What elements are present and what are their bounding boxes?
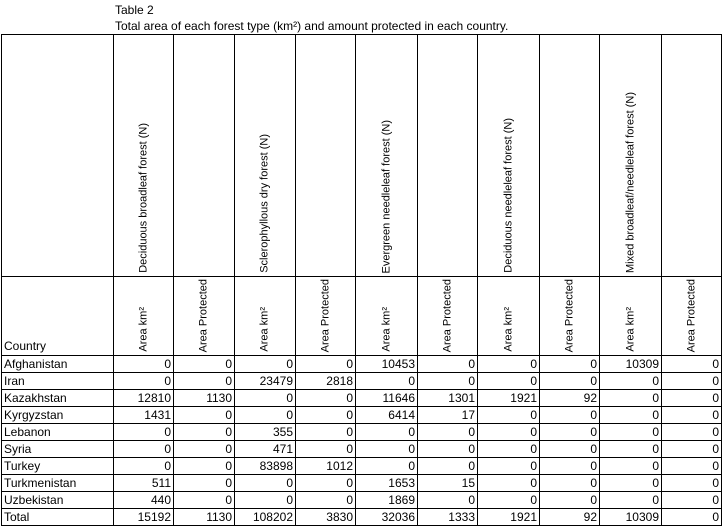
area-cell: 0 <box>600 441 662 458</box>
area-cell: 0 <box>600 407 662 424</box>
forest-type-header-empty-cell <box>174 35 235 277</box>
area-cell: 11646 <box>356 390 418 407</box>
protected-cell: 0 <box>296 424 356 441</box>
protected-cell: 0 <box>174 475 235 492</box>
forest-type-label: Sclerophyllous dry forest (N) <box>258 134 271 273</box>
protected-cell: 0 <box>174 407 235 424</box>
total-row <box>2 509 722 526</box>
total-label: Total <box>2 509 114 526</box>
protected-cell: 0 <box>662 373 722 390</box>
forest-type-header-empty-cell <box>418 35 478 277</box>
protected-header-cell <box>540 277 600 356</box>
area-cell: 0 <box>114 458 174 475</box>
protected-cell: 0 <box>296 475 356 492</box>
forest-type-header-cell <box>356 35 418 277</box>
forest-type-header-empty-cell <box>540 35 600 277</box>
protected-cell: 0 <box>662 492 722 509</box>
area-header-label: Area km² <box>624 307 636 352</box>
protected-cell: 0 <box>296 390 356 407</box>
protected-cell: 0 <box>540 475 600 492</box>
area-header-cell <box>235 277 296 356</box>
protected-cell: 1012 <box>296 458 356 475</box>
area-cell: 0 <box>600 458 662 475</box>
area-header-cell <box>114 277 174 356</box>
area-cell: 32036 <box>356 509 418 526</box>
forest-type-header-empty-cell <box>662 35 722 277</box>
area-cell: 10309 <box>600 509 662 526</box>
protected-cell: 0 <box>296 407 356 424</box>
protected-header-cell <box>174 277 235 356</box>
protected-cell: 0 <box>174 441 235 458</box>
protected-cell: 92 <box>540 390 600 407</box>
table-description: Total area of each forest type (km²) and amount protected in each country. <box>115 19 509 33</box>
protected-header-label: Area Protected <box>563 278 575 352</box>
protected-cell: 0 <box>540 492 600 509</box>
area-cell: 355 <box>235 424 296 441</box>
protected-header-label: Area Protected <box>319 278 331 352</box>
protected-cell: 0 <box>174 424 235 441</box>
area-cell: 0 <box>478 441 540 458</box>
area-cell: 0 <box>478 424 540 441</box>
area-header-label: Area km² <box>502 307 514 352</box>
area-cell: 0 <box>114 356 174 373</box>
forest-type-label: Deciduous broadleaf forest (N) <box>137 123 149 273</box>
country-name: Lebanon <box>2 424 114 441</box>
area-cell: 15192 <box>114 509 174 526</box>
measure-header-row <box>2 277 722 356</box>
country-name: Afghanistan <box>2 356 114 373</box>
protected-cell: 17 <box>418 407 478 424</box>
protected-cell: 0 <box>418 492 478 509</box>
table-row <box>2 424 722 441</box>
protected-cell: 0 <box>174 373 235 390</box>
protected-cell: 1333 <box>418 509 478 526</box>
protected-cell: 1130 <box>174 509 235 526</box>
table-row <box>2 390 722 407</box>
forest-type-header-row <box>2 35 722 277</box>
protected-cell: 92 <box>540 509 600 526</box>
country-header: Country <box>4 339 47 353</box>
forest-type-header-cell <box>235 35 296 277</box>
area-cell: 0 <box>356 458 418 475</box>
country-name: Iran <box>2 373 114 390</box>
area-cell: 0 <box>235 356 296 373</box>
table-number: Table 2 <box>115 3 154 17</box>
forest-type-label: Deciduous needleleaf forest (N) <box>502 118 514 273</box>
country-name: Turkmenistan <box>2 475 114 492</box>
area-cell: 0 <box>235 492 296 509</box>
protected-cell: 0 <box>174 492 235 509</box>
protected-cell: 0 <box>296 492 356 509</box>
protected-cell: 0 <box>540 458 600 475</box>
protected-cell: 0 <box>418 356 478 373</box>
table-row <box>2 458 722 475</box>
area-cell: 1869 <box>356 492 418 509</box>
area-header-cell <box>600 277 662 356</box>
area-cell: 0 <box>235 407 296 424</box>
protected-cell: 0 <box>418 458 478 475</box>
protected-header-cell <box>662 277 722 356</box>
protected-cell: 0 <box>540 407 600 424</box>
forest-type-header-cell <box>478 35 540 277</box>
protected-cell: 0 <box>540 356 600 373</box>
area-cell: 0 <box>600 390 662 407</box>
area-cell: 0 <box>114 441 174 458</box>
protected-cell: 0 <box>540 424 600 441</box>
protected-cell: 2818 <box>296 373 356 390</box>
area-cell: 10309 <box>600 356 662 373</box>
country-name: Syria <box>2 441 114 458</box>
protected-header-label: Area Protected <box>197 278 210 352</box>
area-cell: 0 <box>114 373 174 390</box>
area-cell: 0 <box>114 424 174 441</box>
forest-type-header-empty-cell <box>296 35 356 277</box>
area-cell: 471 <box>235 441 296 458</box>
protected-cell: 0 <box>540 441 600 458</box>
area-header-label: Area km² <box>380 307 392 352</box>
protected-cell: 0 <box>540 373 600 390</box>
protected-cell: 0 <box>662 390 722 407</box>
forest-table <box>1 34 722 526</box>
area-header-label: Area km² <box>137 307 149 352</box>
area-cell: 6414 <box>356 407 418 424</box>
table-row <box>2 492 722 509</box>
protected-cell: 0 <box>296 356 356 373</box>
protected-header-cell <box>296 277 356 356</box>
area-cell: 10453 <box>356 356 418 373</box>
country-name: Kazakhstan <box>2 390 114 407</box>
country-name: Turkey <box>2 458 114 475</box>
area-cell: 0 <box>600 373 662 390</box>
protected-header-label: Area Protected <box>441 278 453 352</box>
forest-type-label: Mixed broadleaf/needleleaf forest (N) <box>624 92 636 273</box>
protected-cell: 1130 <box>174 390 235 407</box>
area-cell: 0 <box>478 458 540 475</box>
protected-cell: 0 <box>662 509 722 526</box>
protected-cell: 0 <box>418 441 478 458</box>
protected-cell: 0 <box>662 458 722 475</box>
forest-type-label: Evergreen needleleaf forest (N) <box>380 119 392 273</box>
table-row <box>2 356 722 373</box>
protected-header-label: Area Protected <box>685 278 697 352</box>
area-cell: 440 <box>114 492 174 509</box>
table-row <box>2 373 722 390</box>
table-row <box>2 441 722 458</box>
area-cell: 108202 <box>235 509 296 526</box>
protected-cell: 0 <box>662 441 722 458</box>
forest-type-header-cell <box>114 35 174 277</box>
table-row <box>2 407 722 424</box>
area-cell: 0 <box>478 475 540 492</box>
area-cell: 0 <box>478 407 540 424</box>
table-row <box>2 475 722 492</box>
area-cell: 1921 <box>478 509 540 526</box>
area-cell: 0 <box>356 373 418 390</box>
protected-cell: 15 <box>418 475 478 492</box>
area-cell: 0 <box>478 356 540 373</box>
area-cell: 0 <box>235 390 296 407</box>
protected-header-cell <box>418 277 478 356</box>
area-cell: 0 <box>478 492 540 509</box>
area-cell: 83898 <box>235 458 296 475</box>
area-cell: 12810 <box>114 390 174 407</box>
area-cell: 0 <box>478 373 540 390</box>
protected-cell: 0 <box>662 475 722 492</box>
area-cell: 1921 <box>478 390 540 407</box>
area-cell: 1653 <box>356 475 418 492</box>
area-header-cell <box>478 277 540 356</box>
country-name: Uzbekistan <box>2 492 114 509</box>
protected-cell: 0 <box>174 458 235 475</box>
table-caption <box>115 2 508 34</box>
protected-cell: 0 <box>296 441 356 458</box>
protected-cell: 0 <box>662 407 722 424</box>
protected-cell: 0 <box>662 356 722 373</box>
protected-cell: 0 <box>662 424 722 441</box>
protected-cell: 0 <box>418 424 478 441</box>
area-header-cell <box>356 277 418 356</box>
country-header-cell <box>2 277 114 356</box>
header-blank-cell <box>2 35 114 277</box>
protected-cell: 1301 <box>418 390 478 407</box>
area-cell: 511 <box>114 475 174 492</box>
country-name: Kyrgyzstan <box>2 407 114 424</box>
protected-cell: 0 <box>418 373 478 390</box>
area-cell: 0 <box>235 475 296 492</box>
area-cell: 23479 <box>235 373 296 390</box>
protected-cell: 0 <box>174 356 235 373</box>
area-cell: 0 <box>600 424 662 441</box>
area-cell: 0 <box>356 441 418 458</box>
area-cell: 0 <box>600 475 662 492</box>
area-cell: 1431 <box>114 407 174 424</box>
forest-type-header-cell <box>600 35 662 277</box>
protected-cell: 3830 <box>296 509 356 526</box>
area-cell: 0 <box>600 492 662 509</box>
area-cell: 0 <box>356 424 418 441</box>
area-header-label: Area km² <box>258 307 271 352</box>
